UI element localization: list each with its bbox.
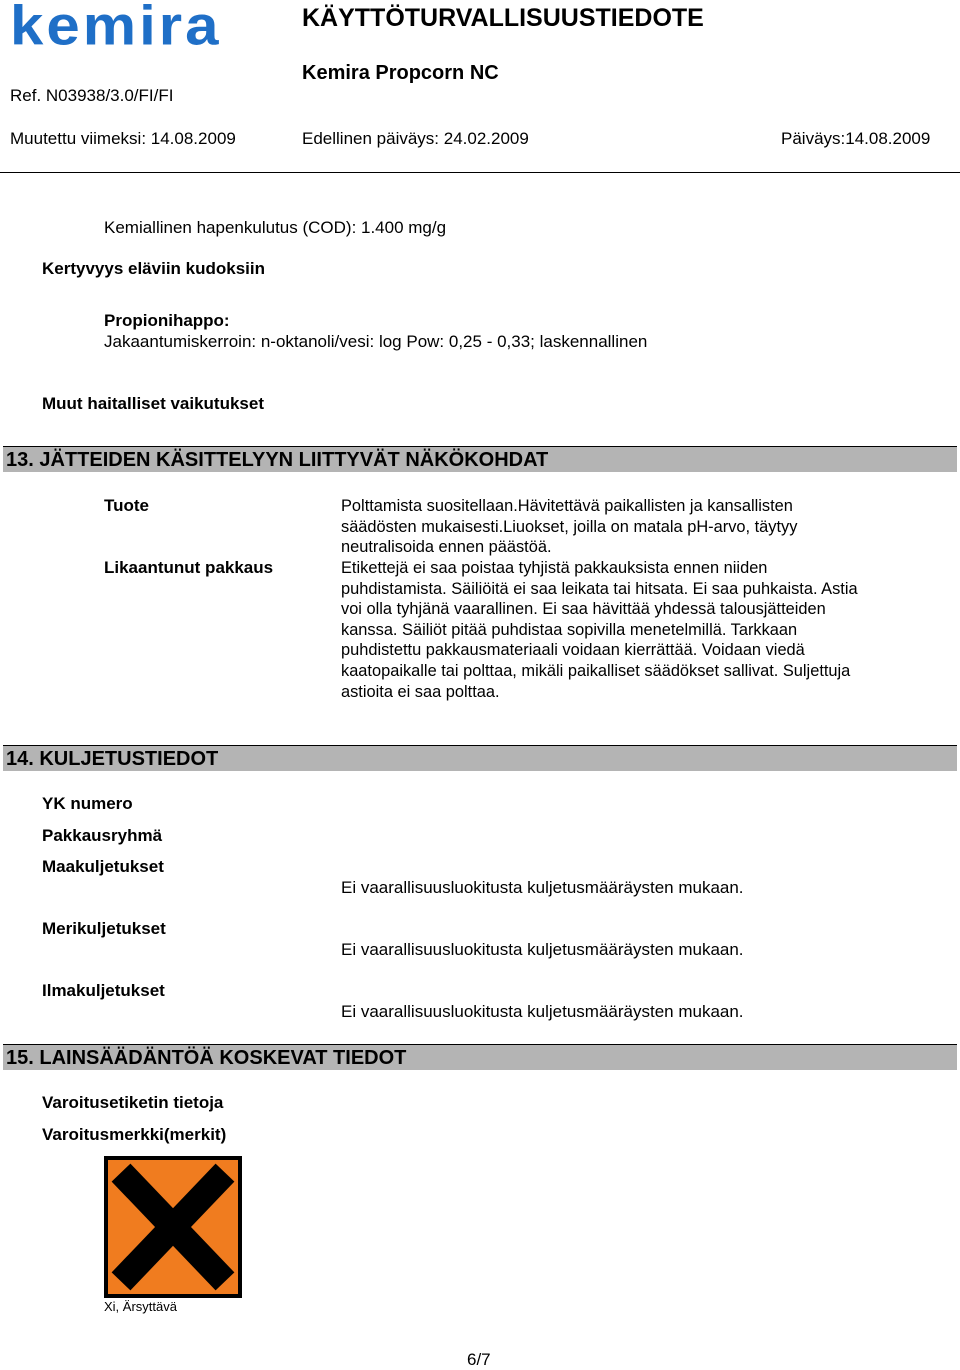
- section-14-header: [3, 745, 957, 771]
- issue-date: Päiväys:14.08.2009: [781, 129, 931, 148]
- other-effects-heading: Muut haitalliset vaikutukset: [42, 394, 264, 413]
- section-15-title: 15. LAINSÄÄDÄNTÖÄ KOSKEVAT TIEDOT: [6, 1047, 407, 1069]
- x-cross-symbol: [108, 1160, 238, 1294]
- packaging-label: Likaantunut pakkaus: [104, 558, 274, 577]
- product-disposal-text: Polttamista suositellaan.Hävitettävä paikallisten ja kansallisten säädösten mukaisesti.Liuokset, joilla on matala pH-arvo, täytyy neutralisoida ennen päästöä.: [341, 497, 798, 557]
- hazard-symbols-heading: Varoitusmerkki(merkit): [42, 1125, 227, 1144]
- packing-group-label: Pakkausryhmä: [42, 826, 163, 845]
- air-transport-value: Ei vaarallisuusluokitusta kuljetusmääräysten mukaan.: [341, 1002, 744, 1021]
- hazard-symbol-caption: Xi, Ärsyttävä: [104, 1299, 177, 1314]
- section-13-header: [3, 446, 957, 472]
- bioaccumulation-heading: Kertyvyys eläviin kudoksiin: [42, 259, 265, 278]
- substance-name: Propionihappo:: [104, 311, 230, 330]
- irritant-x-icon: [104, 1156, 242, 1298]
- partition-coefficient: Jakaantumiskerroin: n-oktanoli/vesi: log Pow: 0,25 - 0,33; laskennallinen: [104, 332, 648, 351]
- document-title: KÄYTTÖTURVALLISUUSTIEDOTE: [302, 4, 704, 32]
- packaging-disposal-text: Etikettejä ei saa poistaa tyhjistä pakkauksista ennen niiden puhdistamista. Säiliöitä ei saa leikata tai hitsata. Ei saa puhkaista. Astia voi olla tyhjänä vaarallinen. Ei saa hävittää yhdessä talousjätteiden kanssa. Säiliöt pitää puhdistaa sopivilla menetelmillä. Tarkkaan puhdistettu pakkausmateriaali voidaan kierrättää. Voidaan viedä kaatopaikalle tai polttaa, mikäli paikalliset säädökset sallivat. Suljettuja astioita ei saa polttaa.: [341, 559, 858, 701]
- sea-transport-label: Merikuljetukset: [42, 919, 166, 938]
- land-transport-value: Ei vaarallisuusluokitusta kuljetusmääräysten mukaan.: [341, 878, 744, 897]
- kemira-logo: kemira: [10, 0, 222, 57]
- un-number-label: YK numero: [42, 794, 133, 813]
- product-label: Tuote: [104, 496, 150, 515]
- modified-date: Muutettu viimeksi: 14.08.2009: [10, 129, 236, 148]
- section-13-title: 13. JÄTTEIDEN KÄSITTELYYN LIITTYVÄT NÄKÖKOHDAT: [6, 449, 549, 471]
- header-divider: [0, 172, 960, 173]
- section-15-header: [3, 1044, 957, 1070]
- cod-value: Kemiallinen hapenkulutus (COD): 1.400 mg/g: [104, 218, 447, 237]
- land-transport-label: Maakuljetukset: [42, 857, 164, 876]
- section-14-title: 14. KULJETUSTIEDOT: [6, 748, 219, 770]
- product-name: Kemira Propcorn NC: [302, 62, 499, 84]
- page-number: 6/7: [467, 1350, 491, 1369]
- label-info-heading: Varoitusetiketin tietoja: [42, 1093, 224, 1112]
- sea-transport-value: Ei vaarallisuusluokitusta kuljetusmääräysten mukaan.: [341, 940, 744, 959]
- previous-date: Edellinen päiväys: 24.02.2009: [302, 129, 529, 148]
- air-transport-label: Ilmakuljetukset: [42, 981, 165, 1000]
- document-reference: Ref. N03938/3.0/FI/FI: [10, 86, 174, 105]
